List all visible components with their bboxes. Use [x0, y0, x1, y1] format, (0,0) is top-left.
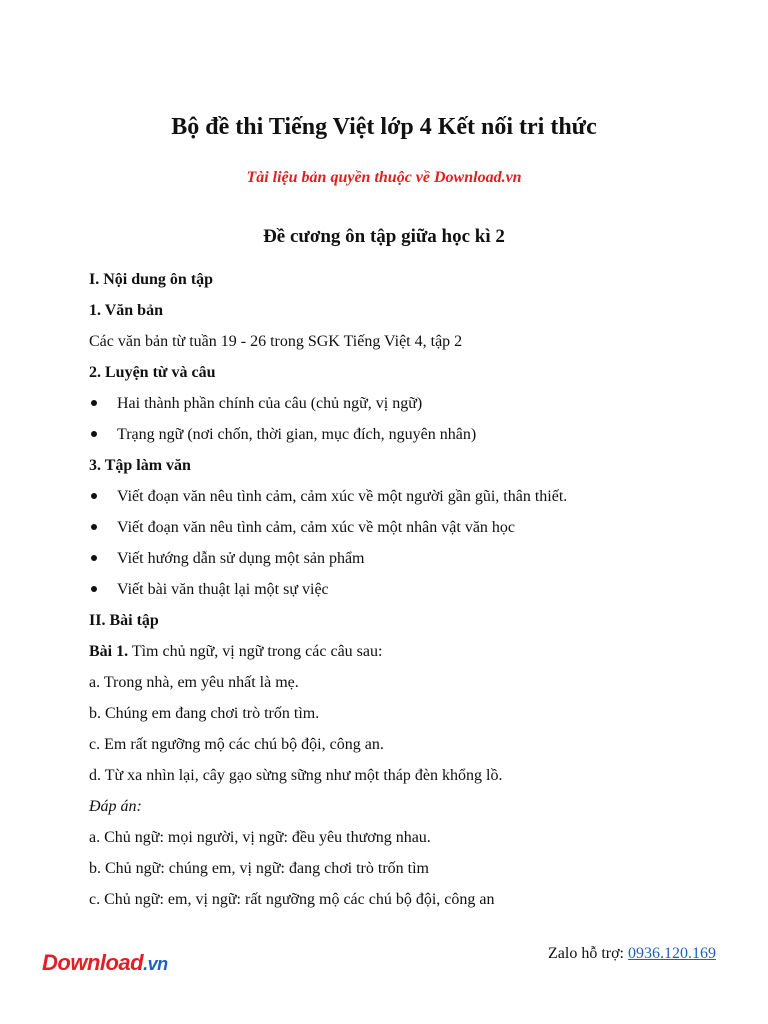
bullet-item [89, 574, 729, 605]
section-1-title: I. Nội dung ôn tập [89, 271, 214, 288]
section-heading: Đề cương ôn tập giữa học kì 2 [263, 226, 505, 247]
copyright-subtitle: Tài liệu bản quyền thuộc về Download.vn [246, 169, 522, 186]
bullet-text: Viết hướng dẫn sử dụng một sản phẩm [117, 550, 365, 567]
bullet-dot-icon [91, 524, 97, 530]
answer-item: c. Chủ ngữ: em, vị ngữ: rất ngưỡng mộ các chú bộ đội, công an [89, 891, 495, 908]
bullet-item [89, 481, 729, 512]
exercise-item: d. Từ xa nhìn lại, cây gạo sừng sững như một tháp đèn khổng lồ. [89, 767, 503, 784]
bullet-item [89, 543, 729, 574]
bullet-text: Hai thành phần chính của câu (chủ ngữ, vị ngữ) [117, 395, 423, 412]
part-3-title: 3. Tập làm văn [89, 457, 191, 474]
answer-item: a. Chủ ngữ: mọi người, vị ngữ: đều yêu thương nhau. [89, 829, 431, 846]
part-1-text: Các văn bản từ tuần 19 - 26 trong SGK Tiếng Việt 4, tập 2 [89, 333, 463, 350]
bullet-dot-icon [91, 400, 97, 406]
exercise-item: c. Em rất ngưỡng mộ các chú bộ đội, công an. [89, 736, 384, 753]
bullet-dot-icon [91, 586, 97, 592]
bullet-dot-icon [91, 431, 97, 437]
bullet-text: Trạng ngữ (nơi chốn, thời gian, mục đích, nguyên nhân) [117, 426, 477, 443]
answer-label: Đáp án: [89, 798, 142, 815]
logo-main-text: Download [42, 950, 144, 975]
answer-item: b. Chủ ngữ: chúng em, vị ngữ: đang chơi trò trốn tìm [89, 860, 429, 877]
zalo-phone-link[interactable]: 0936.120.169 [628, 945, 716, 962]
bullet-text: Viết bài văn thuật lại một sự việc [117, 581, 329, 598]
part-1-title: 1. Văn bản [89, 302, 163, 319]
download-logo[interactable] [42, 950, 168, 976]
bullet-text: Viết đoạn văn nêu tình cảm, cảm xúc về một người gần gũi, thân thiết. [117, 488, 568, 505]
bullet-dot-icon [91, 493, 97, 499]
zalo-support [548, 945, 716, 963]
bullet-item [89, 512, 729, 543]
document-body [89, 264, 729, 915]
bullet-text: Viết đoạn văn nêu tình cảm, cảm xúc về một nhân vật văn học [117, 519, 516, 536]
exercise-label: Bài 1. [89, 643, 129, 660]
bullet-item [89, 388, 729, 419]
logo-tld-text: .vn [143, 954, 168, 974]
bullet-item [89, 419, 729, 450]
exercise-prompt-text: Tìm chủ ngữ, vị ngữ trong các câu sau: [128, 643, 383, 660]
zalo-label: Zalo hỗ trợ: [548, 945, 628, 962]
part-2-title: 2. Luyện từ và câu [89, 364, 216, 381]
exercise-item: a. Trong nhà, em yêu nhất là mẹ. [89, 674, 299, 691]
exercise-1-prompt [89, 636, 729, 667]
section-2-title: II. Bài tập [89, 612, 159, 629]
exercise-item: b. Chúng em đang chơi trò trốn tìm. [89, 705, 320, 722]
document-title: Bộ đề thi Tiếng Việt lớp 4 Kết nối tri thức [171, 114, 597, 140]
bullet-dot-icon [91, 555, 97, 561]
